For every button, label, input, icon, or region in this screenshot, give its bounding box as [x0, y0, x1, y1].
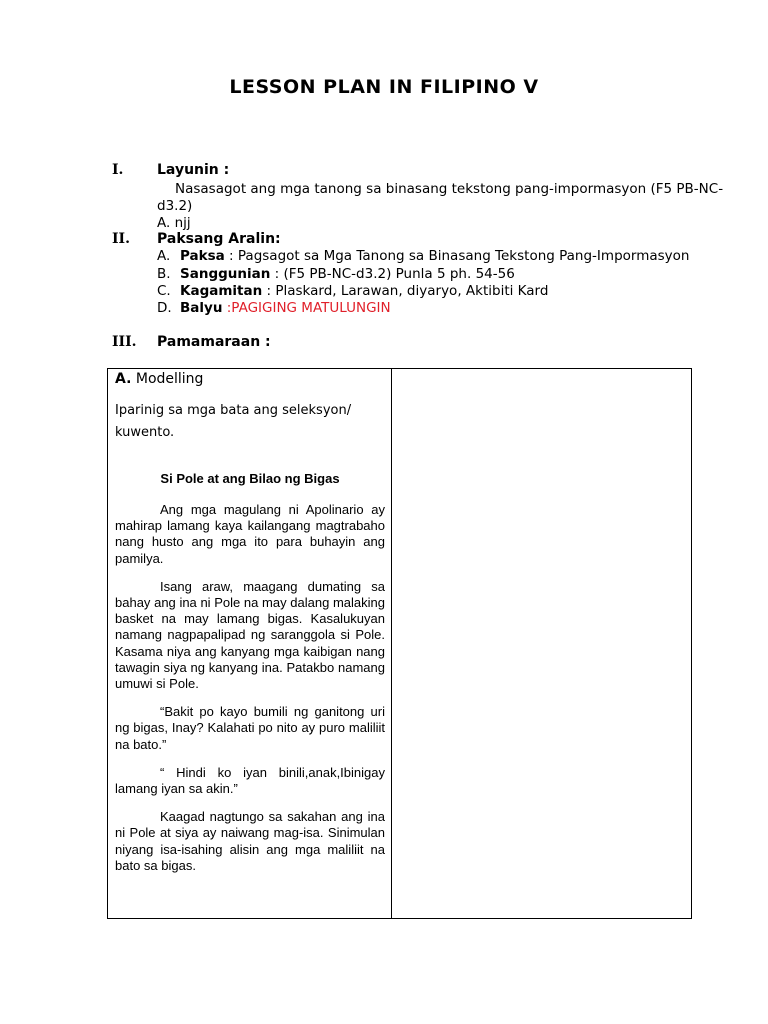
item-value-red: :PAGIGING MATULUNGIN	[222, 300, 391, 316]
item-label: Sanggunian	[180, 266, 271, 282]
modelling-instruction: Iparinig sa mga bata ang seleksyon/ kuwento.	[115, 403, 352, 440]
paksang-item-sanggunian	[157, 266, 515, 282]
story-title: Si Pole at ang Bilao ng Bigas	[160, 471, 340, 486]
layunin-line-1: Nasasagot ang mga tanong sa binasang tekstong pang-impormasyon (F5 PB-NC-	[175, 181, 724, 197]
item-value: : (F5 PB-NC-d3.2) Punla 5 ph. 54-56	[270, 266, 515, 282]
item-value: : Pagsagot sa Mga Tanong sa Binasang Tekstong Pang-Impormasyon	[224, 248, 690, 264]
layunin-line-2: d3.2)	[157, 198, 193, 214]
table-row	[108, 369, 692, 919]
story-paragraph: “Bakit po kayo bumili ng ganitong uri ng bigas, Inay? Kalahati po nito ay puro maliliit na bato.”	[115, 704, 385, 752]
story-paragraph: Isang araw, maagang dumating sa bahay ang ina ni Pole na may dalang malaking basket na may lamang bigas. Kasalukuyan namang nagpapalipad ng saranggola si Pole. Kasama niya ang kanyang mga kaibigan nang tawagin siya ng kanyang ina. Patakbo namang umuwi si Pole.	[115, 578, 385, 692]
item-label: Kagamitan	[180, 283, 263, 299]
table-cell-right	[392, 369, 692, 919]
modelling-prefix: A.	[115, 371, 132, 387]
section-number-2: II.	[112, 231, 130, 247]
story-paragraph: Ang mga magulang ni Apolinario ay mahirap lamang kaya kailangang magtrabaho nang husto ang mga ito para buhayin ang pamilya.	[115, 502, 385, 566]
story-paragraph: Kaagad nagtungo sa sakahan ang ina ni Pole at siya ay naiwang mag-isa. Sinimulan niyang isa-isahing alisin ang mga maliliit na bato sa bigas.	[115, 809, 385, 873]
modelling-heading	[115, 371, 385, 387]
item-letter: C.	[157, 283, 171, 299]
section-heading-pamamaraan: Pamamaraan :	[157, 334, 271, 350]
modelling-label: Modelling	[131, 371, 204, 387]
item-label: Paksa	[180, 248, 225, 264]
section-number-1: I.	[112, 162, 124, 178]
paksang-item-kagamitan	[157, 283, 548, 299]
layunin-item-a: A. njj	[157, 215, 191, 231]
item-letter: A.	[157, 248, 171, 264]
item-letter: B.	[157, 266, 171, 282]
item-label: Balyu	[180, 300, 223, 316]
section-heading-paksang-aralin: Paksang Aralin:	[157, 231, 281, 247]
story-paragraph: “ Hindi ko iyan binili,anak,Ibinigay lamang iyan sa akin.”	[115, 764, 385, 797]
lesson-table	[107, 368, 692, 919]
section-number-3: III.	[112, 334, 137, 350]
paksang-item-paksa	[157, 248, 689, 264]
page-title: LESSON PLAN IN FILIPINO V	[229, 76, 539, 98]
section-heading-layunin: Layunin :	[157, 162, 230, 178]
table-cell-left	[108, 369, 392, 919]
item-value: : Plaskard, Larawan, diyaryo, Aktibiti Kard	[262, 283, 549, 299]
paksang-item-balyu	[157, 300, 391, 316]
item-letter: D.	[157, 300, 172, 316]
